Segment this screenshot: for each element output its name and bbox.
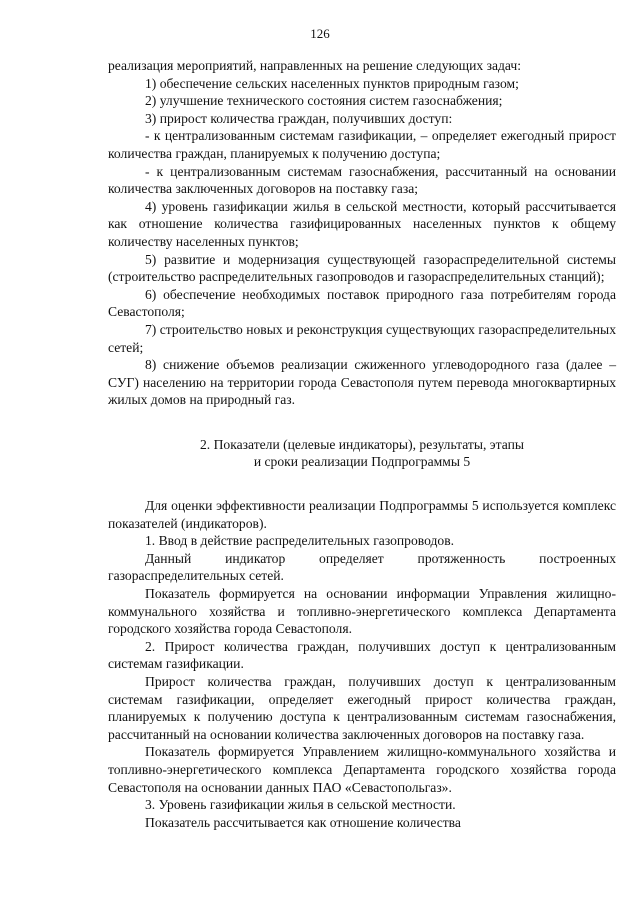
section-body — [108, 497, 616, 831]
paragraph: 6) обеспечение необходимых поставок природного газа потребителям города Севастополя; — [108, 286, 616, 320]
paragraph: 3. Уровень газификации жилья в сельской местности. — [145, 797, 456, 813]
page-content — [108, 57, 616, 831]
paragraph: Данный индикатор определяет протяженность построенных газораспределительных сетей. — [108, 550, 616, 584]
paragraph: 3) прирост количества граждан, получивших доступ: — [145, 110, 453, 126]
paragraph: 1) обеспечение сельских населенных пунктов природным газом; — [145, 75, 519, 91]
paragraph: 2. Прирост количества граждан, получивших доступ к централизованным системам газификации. — [108, 638, 616, 672]
page-number: 126 — [310, 26, 330, 41]
intro-list — [108, 57, 616, 409]
paragraph: 1. Ввод в действие распределительных газопроводов. — [145, 533, 455, 549]
paragraph: 4) уровень газификации жилья в сельской местности, который рассчитывается как отношение количества газифицированных населенных пунктов к общему количеству населенных пунктов; — [108, 198, 616, 249]
paragraph: - к централизованным системам газификации, – определяет ежегодный прирост количества граждан, планируемых к получению доступа; — [108, 128, 616, 161]
section-heading-line-1: 2. Показатели (целевые индикаторы), результаты, этапы — [200, 436, 524, 452]
paragraph: Показатель формируется на основании информации Управления жилищно-коммунального хозяйства и топливно-энергетического комплекса Департамента городского хозяйства города Севастополя. — [108, 586, 616, 637]
paragraph: 8) снижение объемов реализации сжиженного углеводородного газа (далее – СУГ) населению на территории города Севастополя путем перевода многоквартирных жилых домов на природный газ. — [108, 357, 616, 408]
paragraph: - к централизованным системам газоснабжения, рассчитанный на основании количества заключенных договоров на поставку газа; — [108, 163, 616, 197]
section-heading-line-2: и сроки реализации Подпрограммы 5 — [253, 454, 471, 470]
section-heading — [108, 436, 616, 471]
paragraph: Показатель формируется Управлением жилищно-коммунального хозяйства и топливно-энергетического комплекса Департамента городского хозяйства города Севастополя на основании данных ПАО «Севастопольгаз». — [108, 744, 616, 795]
paragraph: 5) развитие и модернизация существующей газораспределительной системы (строительство распределительных газопроводов и газораспределительных станций); — [108, 251, 616, 285]
paragraph: Прирост количества граждан, получивших доступ к централизованным системам газификации, определяет ежегодный прирост количества граждан, планируемых к получению доступа к централизованным системам газоснабжения, рассчитанный на основании количества заключенных договоров на поставку газа. — [108, 674, 616, 742]
paragraph: Для оценки эффективности реализации Подпрограммы 5 используется комплекс показателей (индикаторов). — [108, 498, 616, 531]
paragraph: 2) улучшение технического состояния систем газоснабжения; — [145, 93, 503, 109]
paragraph: реализация мероприятий, направленных на решение следующих задач: — [108, 58, 522, 73]
paragraph: 7) строительство новых и реконструкция существующих газораспределительных сетей; — [108, 321, 616, 355]
paragraph: Показатель рассчитывается как отношение количества — [145, 814, 461, 830]
